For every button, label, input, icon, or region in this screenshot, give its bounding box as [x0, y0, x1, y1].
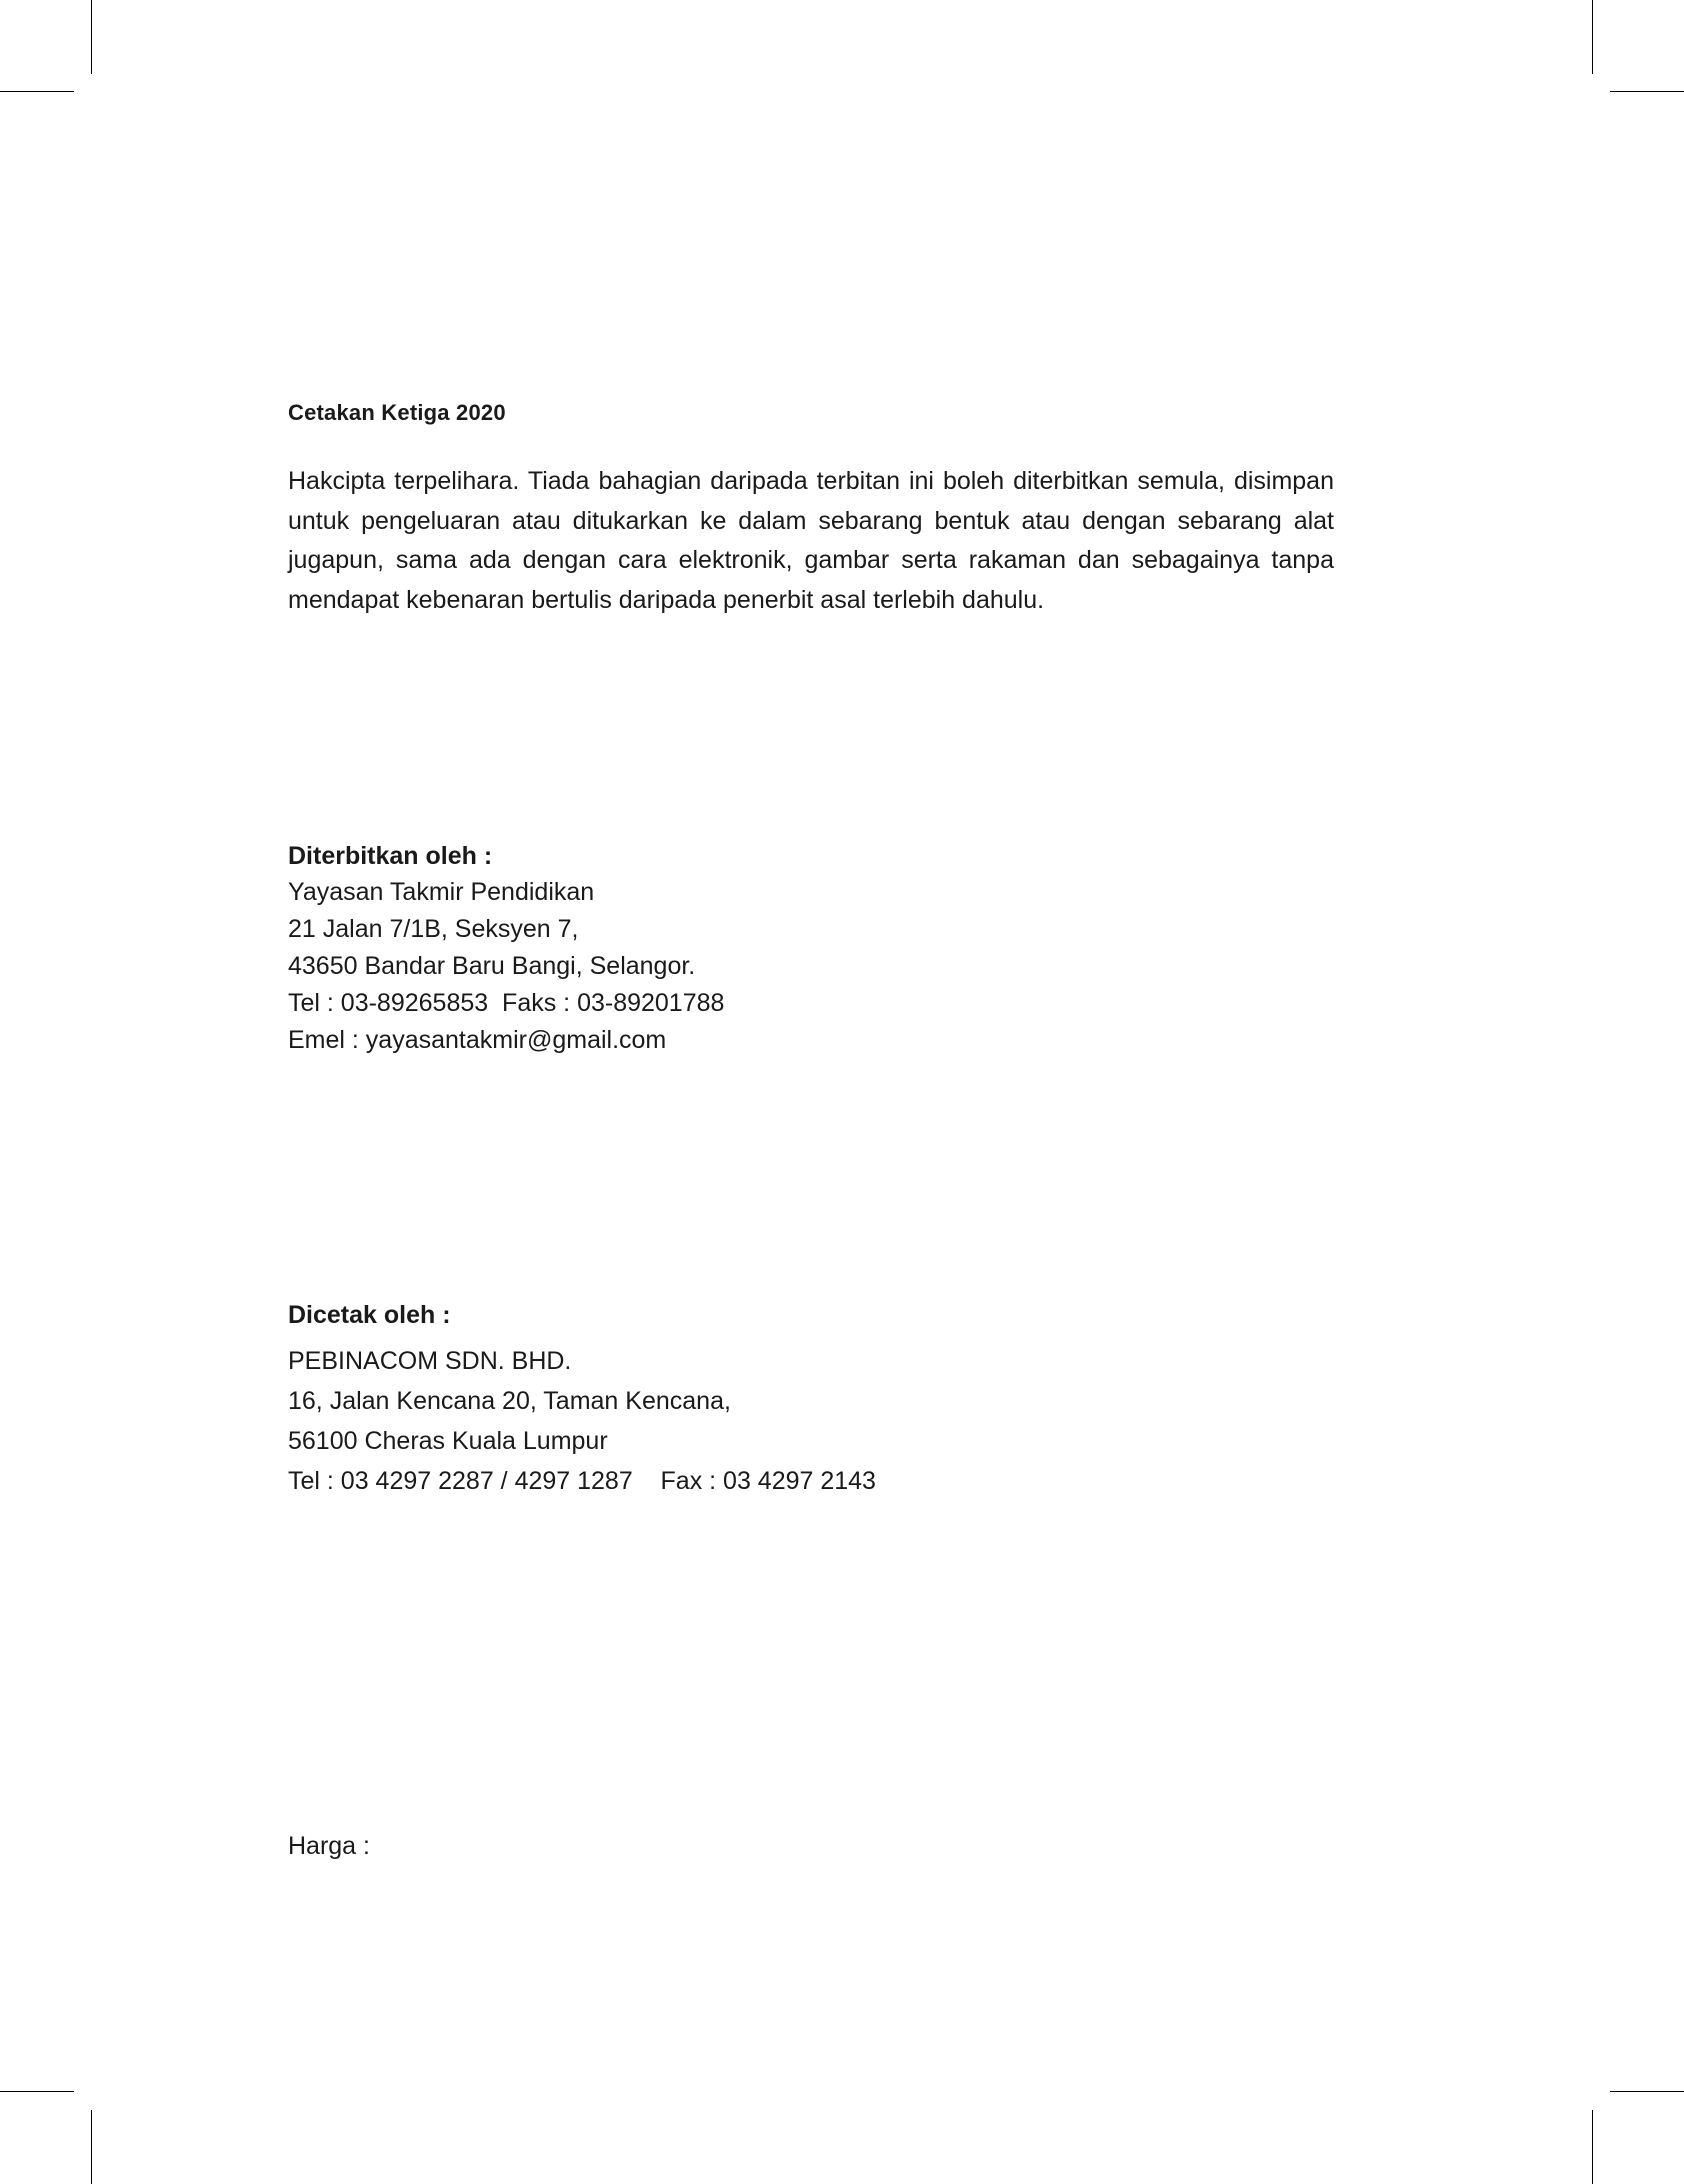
publisher-block: [288, 838, 1334, 1059]
crop-mark-bottom-right-horizontal: [1610, 2091, 1684, 2092]
printer-phone-fax: Tel : 03 4297 2287 / 4297 1287 Fax : 03 4297 2143: [288, 1467, 876, 1495]
crop-mark-top-left-horizontal: [0, 91, 74, 92]
printer-address-line2: 56100 Cheras Kuala Lumpur: [288, 1427, 608, 1455]
copyright-notice: Hakcipta terpelihara. Tiada bahagian daripada terbitan ini boleh diterbitkan semula, disimpan untuk pengeluaran atau ditukarkan ke dalam sebarang bentuk atau dengan sebarang alat jugapun, sama ada dengan cara elektronik, gambar serta rakaman dan sebagainya tanpa mendapat kebenaran bertulis daripada penerbit asal terlebih dahulu.: [288, 467, 1334, 614]
crop-mark-top-left-vertical: [91, 0, 92, 74]
price-label: Harga :: [288, 1832, 370, 1860]
crop-mark-bottom-right-vertical: [1592, 2110, 1593, 2184]
printer-block: [288, 1297, 1334, 1501]
publisher-name: Yayasan Takmir Pendidikan: [288, 878, 595, 906]
printer-name: PEBINACOM SDN. BHD.: [288, 1347, 572, 1375]
edition-heading: Cetakan Ketiga 2020: [288, 400, 506, 425]
crop-mark-top-right-horizontal: [1610, 91, 1684, 92]
publisher-address-line1: 21 Jalan 7/1B, Seksyen 7,: [288, 915, 579, 943]
crop-mark-top-right-vertical: [1592, 0, 1593, 74]
publisher-heading: Diterbitkan oleh :: [288, 842, 493, 870]
crop-mark-bottom-left-horizontal: [0, 2091, 74, 2092]
publisher-phone-fax: Tel : 03-89265853 Faks : 03-89201788: [288, 989, 725, 1017]
printer-heading: Dicetak oleh :: [288, 1301, 451, 1329]
crop-mark-bottom-left-vertical: [91, 2110, 92, 2184]
printer-address-line1: 16, Jalan Kencana 20, Taman Kencana,: [288, 1387, 731, 1415]
publisher-address-line2: 43650 Bandar Baru Bangi, Selangor.: [288, 952, 696, 980]
publisher-email: Emel : yayasantakmir@gmail.com: [288, 1026, 667, 1054]
